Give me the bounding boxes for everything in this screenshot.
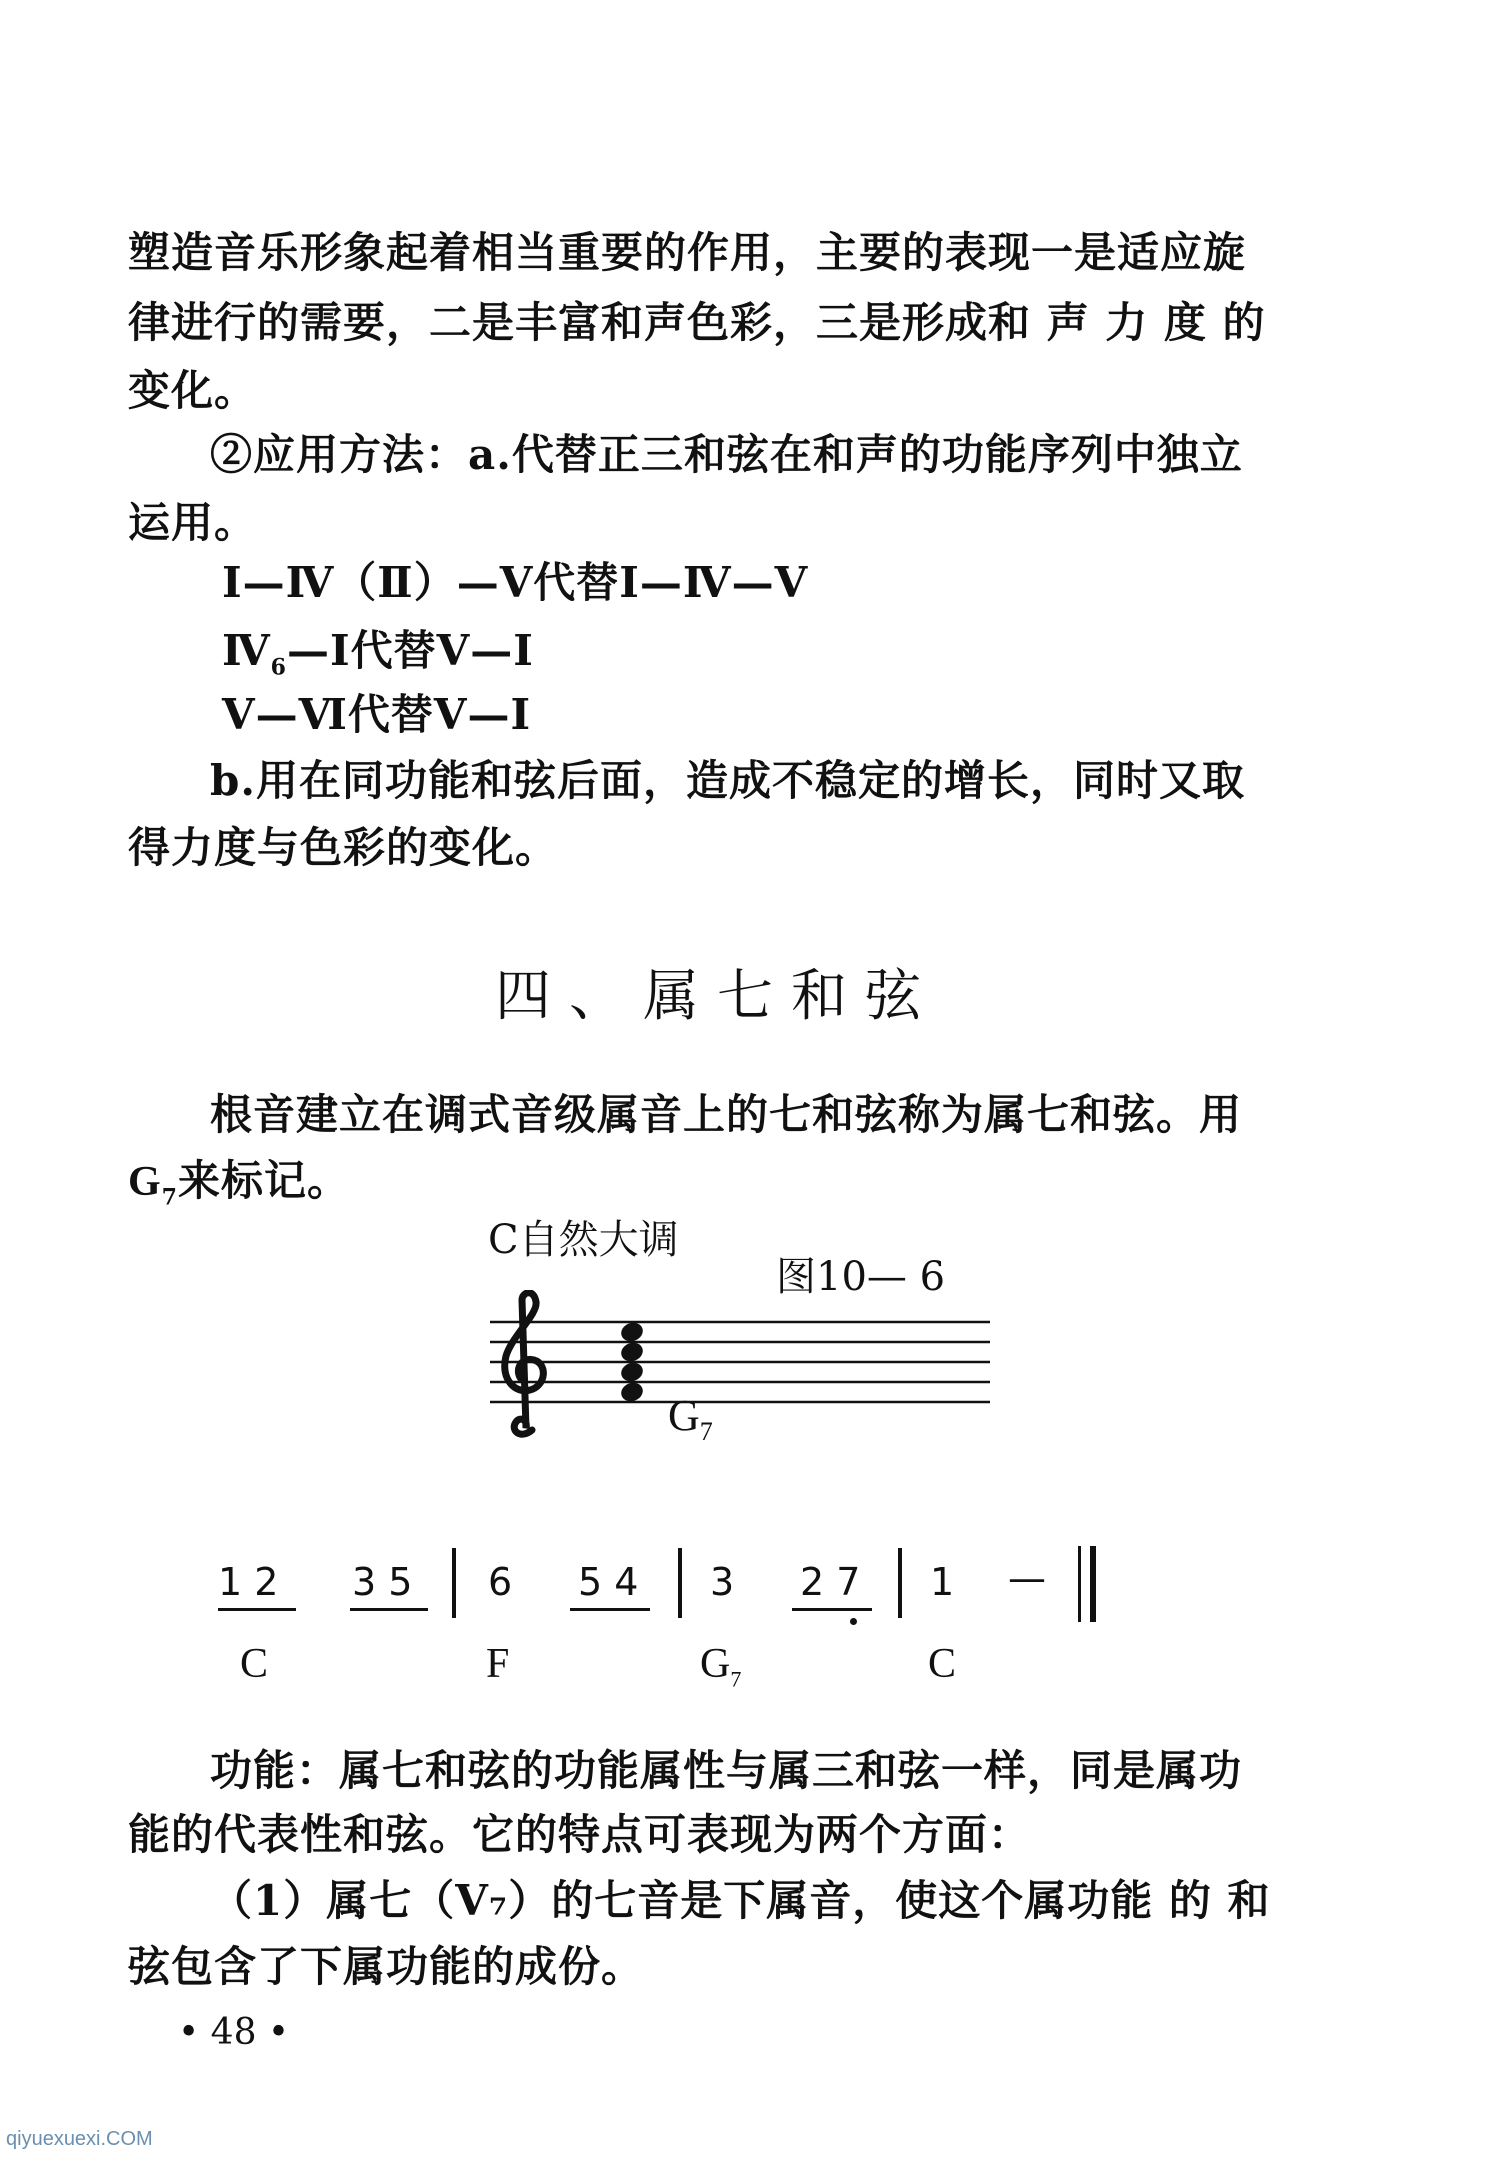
chord-symbol-3-subscript: 7 xyxy=(730,1666,742,1692)
paragraph-line-1: 塑造音乐形象起着相当重要的作用，主要的表现一是适应旋 xyxy=(128,228,1247,277)
note-group-4: 5 4 xyxy=(578,1560,639,1604)
note-group-2: 3 5 xyxy=(352,1560,413,1604)
progression-line-1: Ⅰ—Ⅳ（Ⅱ）—Ⅴ代替Ⅰ—Ⅳ—Ⅴ xyxy=(222,558,809,607)
chord-symbol-3 xyxy=(700,1640,741,1692)
underline-6 xyxy=(792,1608,872,1611)
note-group-7: 1 xyxy=(930,1560,955,1604)
paragraph-line-10: 得力度与色彩的变化。 xyxy=(128,823,559,872)
paragraph-line-9: b.用在同功能和弦后面，造成不稳定的增长，同时又取 xyxy=(210,756,1245,805)
paragraph-line-3: 变化。 xyxy=(128,366,258,415)
note-group-8: — xyxy=(1008,1556,1046,1600)
note-group-6: 2 7 xyxy=(800,1560,861,1604)
figure-chord-subscript: 7 xyxy=(699,1416,713,1446)
intro-symbol-subscript: 7 xyxy=(161,1184,178,1211)
paragraph-line-4: ②应用方法：a.代替正三和弦在和声的功能序列中独立 xyxy=(210,430,1243,479)
progression-roman: Ⅳ xyxy=(222,626,271,675)
bar-line-1 xyxy=(452,1548,456,1618)
figure-chord-label xyxy=(668,1390,713,1447)
chord-symbol-2: F xyxy=(486,1641,510,1687)
underline-1 xyxy=(218,1608,296,1611)
section-title: 四、属七和弦 xyxy=(495,964,939,1029)
intro-symbol: G xyxy=(128,1159,162,1205)
note-group-5: 3 xyxy=(710,1560,735,1604)
staff-lines xyxy=(490,1322,990,1402)
figure-key-label: C自然大调 xyxy=(488,1217,679,1263)
final-bar-thick xyxy=(1090,1546,1096,1622)
final-bar-thin xyxy=(1078,1546,1081,1622)
low-octave-dot xyxy=(850,1618,857,1625)
function-line-1: 功能：属七和弦的功能属性与属三和弦一样，同是属功 xyxy=(210,1746,1243,1795)
progression-line-3: Ⅴ—Ⅵ代替Ⅴ—Ⅰ xyxy=(222,690,532,739)
intro-line-1: 根音建立在调式音级属音上的七和弦称为属七和弦。用 xyxy=(210,1090,1243,1139)
figure-chord-letter: G xyxy=(668,1391,700,1440)
bar-line-2 xyxy=(678,1548,682,1618)
underline-4 xyxy=(570,1608,650,1611)
bar-line-3 xyxy=(898,1548,902,1618)
note-group-3: 6 xyxy=(488,1560,513,1604)
page-number: • 48 • xyxy=(178,2012,290,2053)
staff-figure xyxy=(470,1290,1010,1460)
treble-clef-icon xyxy=(505,1293,544,1434)
chord-symbol-3-letter: G xyxy=(700,1641,731,1687)
progression-rest: —Ⅰ代替Ⅴ—Ⅰ xyxy=(286,626,534,675)
progression-subscript: 6 xyxy=(270,654,287,681)
intro-line-2 xyxy=(128,1148,350,1210)
chord-symbol-4: C xyxy=(928,1641,957,1687)
paragraph-line-5: 运用。 xyxy=(128,498,258,547)
paragraph-line-2: 律进行的需要，二是丰富和声色彩，三是形成和 声 力 度 的 xyxy=(128,298,1266,347)
progression-line-2 xyxy=(222,618,534,680)
chord-symbol-1: C xyxy=(240,1641,269,1687)
figure-caption: 图10— 6 xyxy=(776,1254,946,1300)
function-line-3: （1）属七（Ⅴ₇）的七音是下属音，使这个属功能 的 和 xyxy=(210,1876,1271,1925)
function-line-4: 弦包含了下属功能的成份。 xyxy=(128,1942,645,1991)
watermark: qiyuexuexi.COM xyxy=(6,2128,153,2150)
intro-rest: 来标记。 xyxy=(177,1156,350,1205)
underline-2 xyxy=(350,1608,428,1611)
note-group-1: 1 2 xyxy=(218,1560,279,1604)
function-line-2: 能的代表性和弦。它的特点可表现为两个方面： xyxy=(128,1810,1032,1859)
